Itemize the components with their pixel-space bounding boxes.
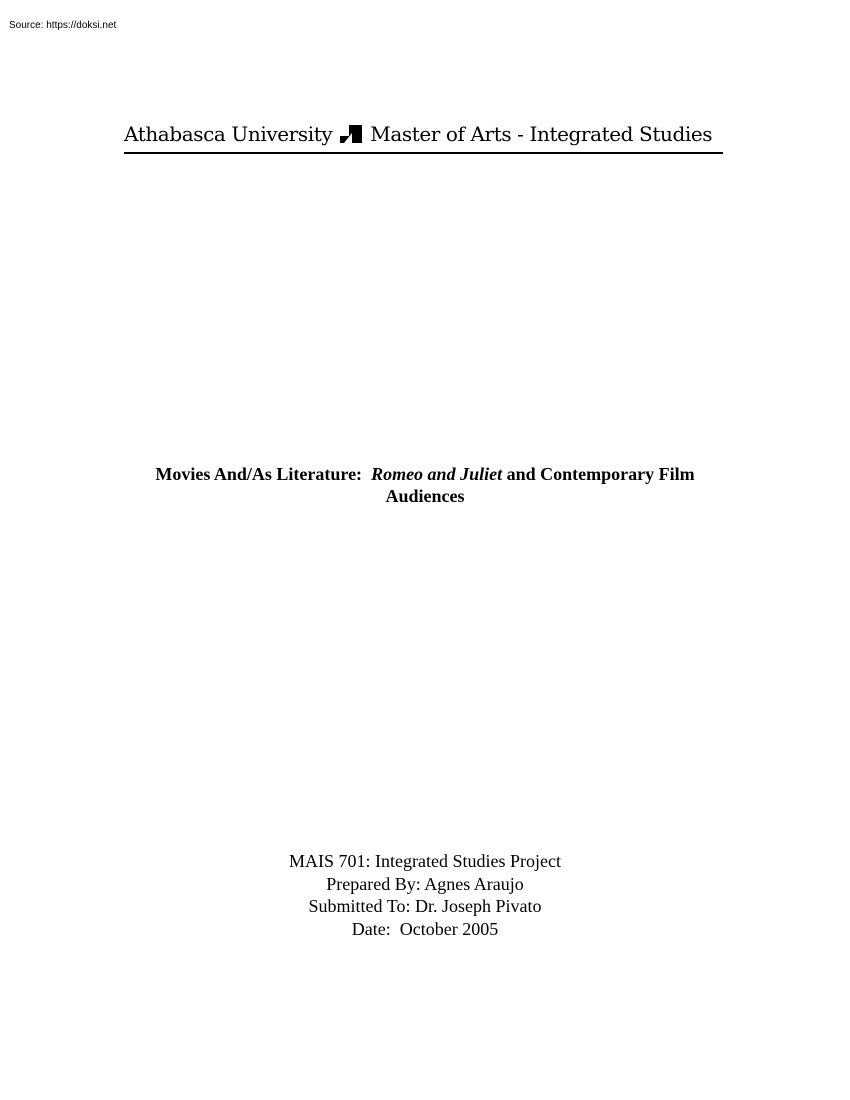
submitted-to-line: Submitted To: Dr. Joseph Pivato: [308, 896, 542, 916]
header-content: [124, 120, 712, 148]
submission-details: [0, 850, 850, 940]
title-line-2: [0, 485, 850, 507]
title-line-1: [0, 463, 850, 485]
program-name: Master of Arts - Integrated Studies: [370, 122, 713, 146]
title-part-2: and Contemporary Film: [506, 464, 695, 484]
athabasca-logo-icon: [340, 125, 362, 143]
document-title: [0, 463, 850, 507]
university-name: Athabasca University: [124, 122, 333, 146]
title-italic-work: Romeo and Juliet: [371, 464, 503, 484]
date-line: Date: October 2005: [351, 918, 499, 939]
course-line: MAIS 701: Integrated Studies Project: [289, 851, 561, 871]
title-part-1: Movies And/As Literature:: [155, 464, 363, 484]
source-note: Source: https://doksi.net: [9, 20, 117, 31]
document-header: [124, 120, 723, 154]
title-part-3: Audiences: [385, 486, 465, 506]
prepared-by-line: Prepared By: Agnes Araujo: [326, 873, 524, 894]
